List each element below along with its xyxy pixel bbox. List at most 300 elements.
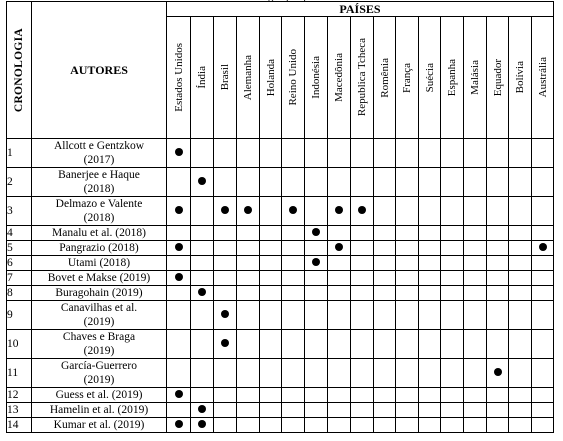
bullet-mark bbox=[175, 273, 183, 281]
country-cell bbox=[237, 168, 260, 197]
country-cell bbox=[396, 388, 419, 403]
country-cell bbox=[191, 301, 214, 330]
bullet-mark bbox=[312, 258, 320, 266]
country-cell bbox=[532, 197, 554, 226]
country-cell bbox=[374, 256, 396, 271]
country-cell bbox=[282, 256, 305, 271]
country-cell bbox=[214, 388, 237, 403]
bullet-mark bbox=[198, 288, 206, 296]
country-cell bbox=[464, 330, 487, 359]
country-cell bbox=[464, 359, 487, 388]
country-cell bbox=[532, 418, 554, 433]
country-cell bbox=[305, 197, 328, 226]
country-cell bbox=[351, 139, 374, 168]
country-cell bbox=[509, 241, 532, 256]
country-cell bbox=[487, 359, 509, 388]
country-cell bbox=[532, 241, 554, 256]
country-cell bbox=[282, 139, 305, 168]
country-cell bbox=[214, 197, 237, 226]
country-cell bbox=[509, 197, 532, 226]
country-cell bbox=[328, 271, 351, 286]
country-cell bbox=[282, 301, 305, 330]
country-cell bbox=[214, 168, 237, 197]
country-cell bbox=[282, 418, 305, 433]
author-line: Banerjee e Haque bbox=[58, 169, 140, 181]
country-cell bbox=[328, 301, 351, 330]
country-cell bbox=[260, 403, 282, 418]
country-cell bbox=[487, 139, 509, 168]
country-cell bbox=[351, 403, 374, 418]
country-cell bbox=[237, 286, 260, 301]
country-header bbox=[396, 17, 419, 139]
country-cell bbox=[419, 168, 441, 197]
country-cell bbox=[487, 168, 509, 197]
country-cell bbox=[282, 271, 305, 286]
country-cell bbox=[374, 330, 396, 359]
country-cell bbox=[396, 139, 419, 168]
author-line: Delmazo e Valente bbox=[55, 198, 143, 210]
country-cell bbox=[441, 359, 464, 388]
country-cell bbox=[396, 403, 419, 418]
country-header bbox=[374, 17, 396, 139]
row-number: 8 bbox=[7, 286, 32, 301]
country-label: Estados Unidos bbox=[172, 43, 185, 112]
country-cell bbox=[167, 241, 191, 256]
country-cell bbox=[260, 388, 282, 403]
country-cell bbox=[237, 403, 260, 418]
country-cell bbox=[396, 241, 419, 256]
country-cell bbox=[441, 139, 464, 168]
country-cell bbox=[282, 241, 305, 256]
country-cell bbox=[282, 388, 305, 403]
country-cell bbox=[509, 403, 532, 418]
row-number: 13 bbox=[7, 403, 32, 418]
table-row bbox=[7, 301, 554, 330]
country-cell bbox=[328, 330, 351, 359]
country-cell bbox=[374, 197, 396, 226]
country-cell bbox=[260, 359, 282, 388]
country-cell bbox=[374, 388, 396, 403]
table-row bbox=[7, 271, 554, 286]
country-cell bbox=[532, 168, 554, 197]
author-line: Pangrazio (2018) bbox=[59, 242, 139, 254]
bullet-mark bbox=[539, 243, 547, 251]
country-cell bbox=[509, 388, 532, 403]
country-cell bbox=[167, 139, 191, 168]
author-cell bbox=[32, 330, 167, 359]
country-cell bbox=[464, 139, 487, 168]
country-cell bbox=[374, 286, 396, 301]
autores-label: AUTORES bbox=[70, 62, 128, 77]
country-header bbox=[532, 17, 554, 139]
author-line: Kumar et al. (2019) bbox=[53, 419, 145, 431]
country-cell bbox=[351, 330, 374, 359]
author-line: Chaves e Braga bbox=[62, 331, 136, 343]
country-cell bbox=[237, 139, 260, 168]
country-header bbox=[305, 17, 328, 139]
country-cell bbox=[214, 301, 237, 330]
country-cell bbox=[464, 418, 487, 433]
author-line: Hamelin et al. (2019) bbox=[49, 404, 149, 416]
table-row bbox=[7, 226, 554, 241]
country-cell bbox=[419, 359, 441, 388]
country-cell bbox=[328, 241, 351, 256]
country-cell bbox=[167, 256, 191, 271]
country-cell bbox=[328, 226, 351, 241]
country-cell bbox=[532, 256, 554, 271]
country-cell bbox=[509, 301, 532, 330]
autores-header bbox=[32, 2, 167, 139]
country-cell bbox=[509, 226, 532, 241]
bullet-mark bbox=[221, 339, 229, 347]
country-cell bbox=[509, 271, 532, 286]
country-cell bbox=[509, 359, 532, 388]
country-cell bbox=[464, 271, 487, 286]
country-cell bbox=[396, 301, 419, 330]
authors-by-country-table bbox=[6, 1, 554, 433]
country-cell bbox=[305, 286, 328, 301]
bullet-mark bbox=[244, 206, 252, 214]
country-cell bbox=[305, 256, 328, 271]
country-cell bbox=[464, 388, 487, 403]
country-cell bbox=[441, 168, 464, 197]
country-cell bbox=[191, 330, 214, 359]
country-cell bbox=[351, 197, 374, 226]
country-label: Brasil bbox=[219, 64, 231, 91]
country-header bbox=[282, 17, 305, 139]
country-cell bbox=[214, 330, 237, 359]
country-cell bbox=[260, 139, 282, 168]
country-cell bbox=[396, 286, 419, 301]
country-cell bbox=[191, 418, 214, 433]
country-cell bbox=[214, 403, 237, 418]
country-cell bbox=[328, 286, 351, 301]
country-cell bbox=[509, 286, 532, 301]
country-cell bbox=[509, 168, 532, 197]
country-cell bbox=[487, 226, 509, 241]
row-number: 14 bbox=[7, 418, 32, 433]
bullet-mark bbox=[289, 206, 297, 214]
author-line: (2018) bbox=[83, 183, 115, 195]
country-cell bbox=[464, 301, 487, 330]
country-cell bbox=[214, 241, 237, 256]
country-cell bbox=[351, 359, 374, 388]
country-cell bbox=[441, 271, 464, 286]
country-cell bbox=[214, 256, 237, 271]
country-cell bbox=[260, 330, 282, 359]
country-cell bbox=[328, 388, 351, 403]
country-cell bbox=[441, 418, 464, 433]
table-row bbox=[7, 418, 554, 433]
country-cell bbox=[464, 226, 487, 241]
author-line: Buragohain (2019) bbox=[55, 287, 143, 299]
row-number: 3 bbox=[7, 197, 32, 226]
author-cell bbox=[32, 226, 167, 241]
author-line: Manalu et al. (2018) bbox=[52, 227, 146, 239]
table-row bbox=[7, 256, 554, 271]
country-header bbox=[419, 17, 441, 139]
country-cell bbox=[260, 286, 282, 301]
country-header bbox=[328, 17, 351, 139]
country-cell bbox=[419, 271, 441, 286]
bullet-mark bbox=[175, 243, 183, 251]
country-cell bbox=[167, 388, 191, 403]
country-label: Bolívia bbox=[514, 61, 526, 94]
country-header bbox=[260, 17, 282, 139]
country-cell bbox=[532, 388, 554, 403]
bullet-mark bbox=[221, 310, 229, 318]
table-row bbox=[7, 403, 554, 418]
table-row bbox=[7, 330, 554, 359]
bullet-mark bbox=[175, 390, 183, 398]
country-cell bbox=[282, 168, 305, 197]
country-cell bbox=[419, 403, 441, 418]
country-cell bbox=[419, 418, 441, 433]
author-line: Bovet e Makse (2019) bbox=[47, 272, 151, 284]
country-cell bbox=[509, 418, 532, 433]
author-line: (2017) bbox=[83, 154, 115, 166]
author-cell bbox=[32, 197, 167, 226]
country-cell bbox=[487, 330, 509, 359]
country-cell bbox=[305, 241, 328, 256]
table-body bbox=[7, 139, 554, 433]
country-cell bbox=[167, 286, 191, 301]
country-cell bbox=[396, 197, 419, 226]
country-cell bbox=[191, 256, 214, 271]
country-cell bbox=[396, 359, 419, 388]
country-cell bbox=[487, 301, 509, 330]
country-label: Romênia bbox=[378, 57, 391, 98]
country-cell bbox=[441, 388, 464, 403]
bullet-mark bbox=[494, 368, 502, 376]
country-label: Suécia bbox=[423, 62, 436, 93]
country-label: Alemanha bbox=[242, 54, 254, 101]
country-cell bbox=[532, 330, 554, 359]
country-cell bbox=[191, 197, 214, 226]
author-line: Utami (2018) bbox=[67, 257, 131, 269]
row-number: 1 bbox=[7, 139, 32, 168]
country-cell bbox=[191, 168, 214, 197]
country-label: Macedônia bbox=[333, 53, 345, 102]
table-row bbox=[7, 286, 554, 301]
country-cell bbox=[260, 226, 282, 241]
country-cell bbox=[237, 359, 260, 388]
country-cell bbox=[237, 418, 260, 433]
country-cell bbox=[237, 256, 260, 271]
country-cell bbox=[441, 241, 464, 256]
country-cell bbox=[191, 241, 214, 256]
author-cell bbox=[32, 418, 167, 433]
bullet-mark bbox=[175, 206, 183, 214]
country-cell bbox=[260, 256, 282, 271]
author-line: Canavilhas et al. bbox=[60, 302, 138, 314]
country-cell bbox=[396, 256, 419, 271]
country-cell bbox=[214, 359, 237, 388]
table-row bbox=[7, 241, 554, 256]
country-cell bbox=[167, 359, 191, 388]
country-cell bbox=[441, 301, 464, 330]
country-cell bbox=[260, 418, 282, 433]
row-number: 12 bbox=[7, 388, 32, 403]
row-number: 4 bbox=[7, 226, 32, 241]
country-cell bbox=[419, 226, 441, 241]
country-cell bbox=[282, 330, 305, 359]
row-number: 5 bbox=[7, 241, 32, 256]
country-cell bbox=[214, 271, 237, 286]
country-cell bbox=[282, 403, 305, 418]
country-cell bbox=[167, 330, 191, 359]
country-header bbox=[237, 17, 260, 139]
country-cell bbox=[396, 168, 419, 197]
bullet-mark bbox=[335, 243, 343, 251]
country-cell bbox=[419, 139, 441, 168]
country-cell bbox=[532, 139, 554, 168]
table-row bbox=[7, 168, 554, 197]
country-cell bbox=[305, 418, 328, 433]
bullet-mark bbox=[198, 420, 206, 428]
country-cell bbox=[237, 226, 260, 241]
country-label: Holanda bbox=[264, 58, 277, 97]
country-cell bbox=[260, 271, 282, 286]
country-cell bbox=[532, 403, 554, 418]
country-cell bbox=[351, 301, 374, 330]
country-cell bbox=[237, 271, 260, 286]
table-row bbox=[7, 359, 554, 388]
country-cell bbox=[167, 403, 191, 418]
country-label: Reino Unido bbox=[287, 49, 299, 106]
country-cell bbox=[191, 226, 214, 241]
country-cell bbox=[191, 403, 214, 418]
country-cell bbox=[305, 226, 328, 241]
country-cell bbox=[167, 168, 191, 197]
row-number: 10 bbox=[7, 330, 32, 359]
country-cell bbox=[396, 226, 419, 241]
country-header bbox=[509, 17, 532, 139]
bullet-mark bbox=[335, 206, 343, 214]
country-cell bbox=[351, 241, 374, 256]
country-cell bbox=[305, 271, 328, 286]
author-cell bbox=[32, 256, 167, 271]
table-row bbox=[7, 139, 554, 168]
country-cell bbox=[487, 256, 509, 271]
cronologia-label: CRONOLOGIA bbox=[13, 27, 25, 113]
country-cell bbox=[419, 256, 441, 271]
row-number: 9 bbox=[7, 301, 32, 330]
country-cell bbox=[191, 359, 214, 388]
country-cell bbox=[464, 286, 487, 301]
country-cell bbox=[374, 168, 396, 197]
author-line: Allcott e Gentzkow bbox=[53, 140, 145, 152]
country-cell bbox=[282, 226, 305, 241]
country-cell bbox=[328, 168, 351, 197]
country-cell bbox=[487, 403, 509, 418]
country-cell bbox=[419, 330, 441, 359]
country-cell bbox=[328, 418, 351, 433]
country-cell bbox=[396, 330, 419, 359]
country-cell bbox=[464, 403, 487, 418]
country-cell bbox=[351, 256, 374, 271]
country-cell bbox=[464, 197, 487, 226]
country-cell bbox=[509, 330, 532, 359]
country-cell bbox=[305, 330, 328, 359]
country-cell bbox=[487, 197, 509, 226]
country-cell bbox=[260, 241, 282, 256]
country-cell bbox=[214, 418, 237, 433]
country-cell bbox=[509, 139, 532, 168]
country-cell bbox=[260, 197, 282, 226]
country-label: Equador bbox=[491, 58, 504, 97]
table-row bbox=[7, 197, 554, 226]
cronologia-header bbox=[7, 2, 32, 139]
country-label: França bbox=[401, 62, 413, 93]
author-cell bbox=[32, 403, 167, 418]
country-cell bbox=[532, 359, 554, 388]
country-cell bbox=[464, 168, 487, 197]
row-number: 7 bbox=[7, 271, 32, 286]
author-line: (2019) bbox=[83, 316, 115, 328]
country-header bbox=[167, 17, 191, 139]
bullet-mark bbox=[198, 405, 206, 413]
country-cell bbox=[487, 271, 509, 286]
country-cell bbox=[191, 388, 214, 403]
bullet-mark bbox=[358, 206, 366, 214]
country-cell bbox=[167, 418, 191, 433]
author-cell bbox=[32, 388, 167, 403]
country-cell bbox=[305, 139, 328, 168]
bullet-mark bbox=[175, 148, 183, 156]
country-cell bbox=[305, 403, 328, 418]
country-cell bbox=[191, 139, 214, 168]
country-cell bbox=[191, 271, 214, 286]
country-label: Indonésia bbox=[310, 56, 322, 99]
country-cell bbox=[328, 139, 351, 168]
country-cell bbox=[260, 301, 282, 330]
country-cell bbox=[419, 286, 441, 301]
country-cell bbox=[237, 241, 260, 256]
author-line: (2018) bbox=[83, 212, 115, 224]
country-cell bbox=[374, 271, 396, 286]
country-cell bbox=[509, 256, 532, 271]
country-cell bbox=[305, 388, 328, 403]
country-label: Republica Tcheca bbox=[356, 38, 368, 117]
country-cell bbox=[532, 301, 554, 330]
author-cell bbox=[32, 301, 167, 330]
row-number: 2 bbox=[7, 168, 32, 197]
country-cell bbox=[351, 286, 374, 301]
country-cell bbox=[396, 418, 419, 433]
author-cell bbox=[32, 271, 167, 286]
country-cell bbox=[167, 197, 191, 226]
country-cell bbox=[441, 330, 464, 359]
country-cell bbox=[351, 418, 374, 433]
table-row bbox=[7, 388, 554, 403]
country-cell bbox=[237, 197, 260, 226]
bullet-mark bbox=[198, 177, 206, 185]
author-cell bbox=[32, 359, 167, 388]
country-cell bbox=[191, 286, 214, 301]
country-cell bbox=[532, 286, 554, 301]
country-label: Austrália bbox=[536, 57, 549, 98]
author-line: García-Guerrero bbox=[61, 360, 137, 372]
country-cell bbox=[487, 286, 509, 301]
country-cell bbox=[487, 388, 509, 403]
country-cell bbox=[305, 301, 328, 330]
country-label: Espanha bbox=[446, 58, 458, 97]
country-cell bbox=[374, 139, 396, 168]
country-cell bbox=[419, 241, 441, 256]
author-line: (2019) bbox=[83, 374, 115, 386]
country-label: Índia bbox=[196, 66, 208, 89]
